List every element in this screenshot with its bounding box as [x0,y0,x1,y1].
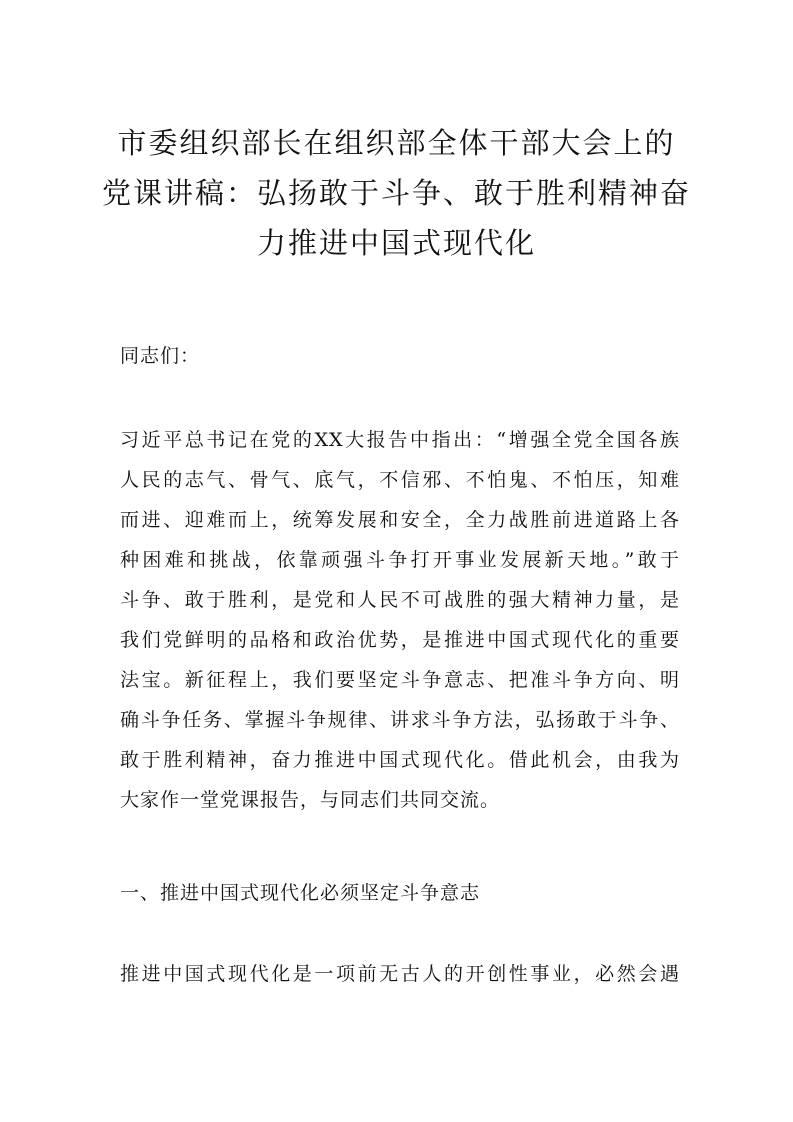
title-line: 市委组织部长在组织部全体干部大会上的 [117,126,676,160]
title-line: 力推进中国式现代化 [256,226,536,260]
body-paragraph-1 [120,420,680,820]
paragraph-line: 确斗争任务、掌握斗争规律、讲求斗争方法，弘扬敢于斗争、 [120,709,680,731]
document-title [90,118,703,268]
paragraph-line: 斗争、敢于胜利，是党和人民不可战胜的强大精神力量，是 [120,589,680,611]
salutation-text: 同志们： [120,345,201,367]
paragraph-line: 推进中国式现代化是一项前无古人的开创性事业，必然会遇 [120,963,680,985]
paragraph-line: 敢于胜利精神，奋力推进中国式现代化。借此机会，由我为 [120,749,680,771]
paragraph-line: 我们党鲜明的品格和政治优势，是推进中国式现代化的重要 [120,629,680,651]
section-heading-text: 一、推进中国式现代化必须坚定斗争意志 [120,882,481,904]
body-paragraph-2 [120,954,680,994]
paragraph-line: 而进、迎难而上，统筹发展和安全，全力战胜前进道路上各 [120,509,680,531]
salutation [120,336,680,376]
section-heading-1 [120,873,680,913]
title-line: 党课讲稿：弘扬敢于斗争、敢于胜利精神奋 [101,176,691,210]
paragraph-line: 人民的志气、骨气、底气，不信邪、不怕鬼、不怕压，知难 [120,469,680,491]
paragraph-line: 法宝。新征程上，我们要坚定斗争意志、把准斗争方向、明 [120,669,680,691]
paragraph-line: 习近平总书记在党的XX大报告中指出：“增强全党全国各族 [120,429,680,451]
paragraph-line: 大家作一堂党课报告，与同志们共同交流。 [120,789,501,811]
paragraph-line: 种困难和挑战，依靠顽强斗争打开事业发展新天地。”敢于 [120,549,680,571]
